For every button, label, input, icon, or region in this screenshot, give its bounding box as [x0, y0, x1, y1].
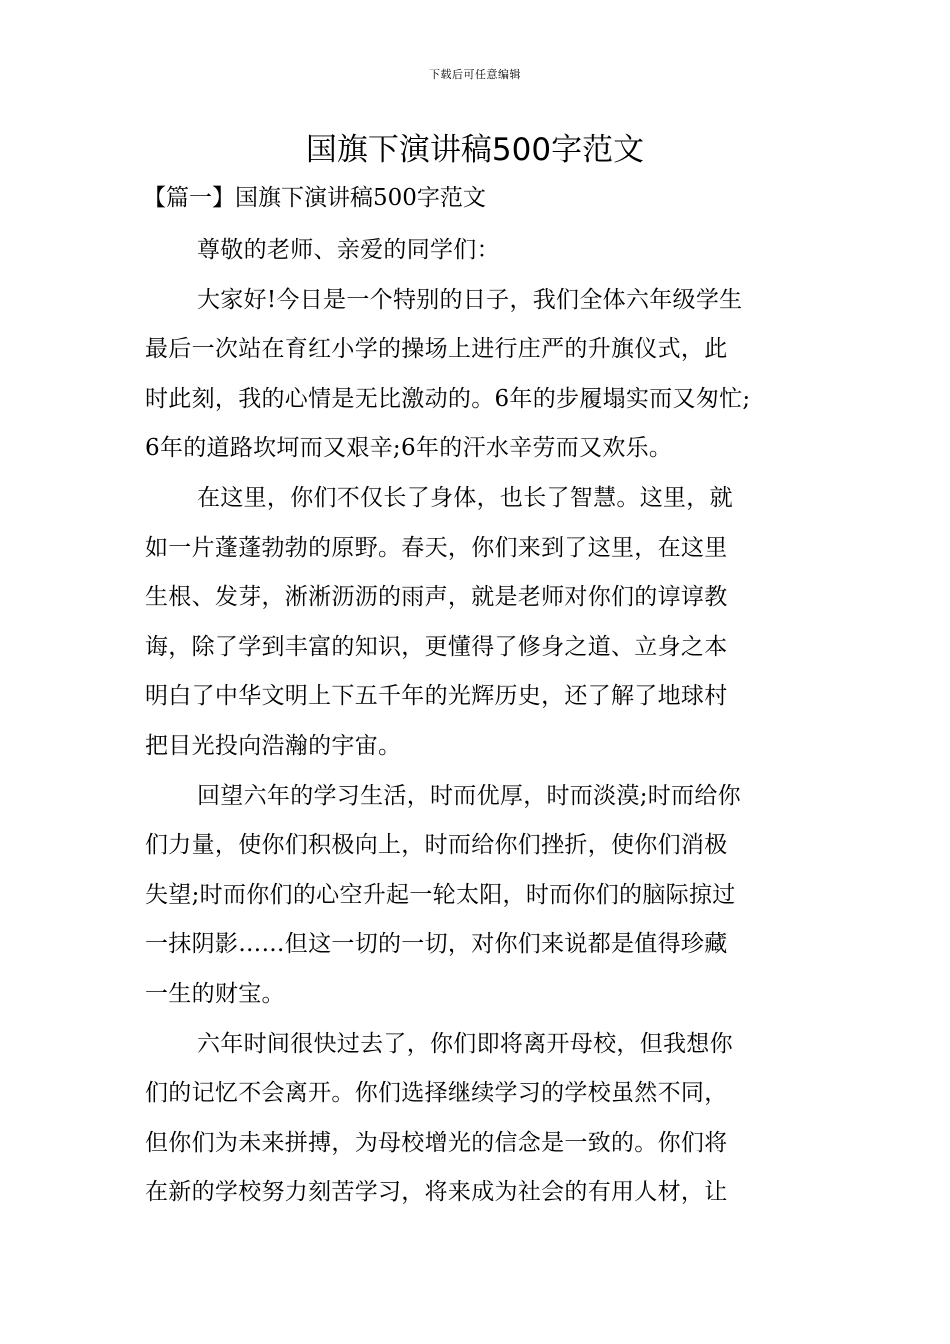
text-line: 时此刻，我的心情是无比激动的。6年的步履塌实而又匆忙;	[145, 385, 751, 412]
text-line: 但你们为未来拼搏，为母校增光的信念是一致的。你们将	[145, 1129, 728, 1156]
header-note: 下载后可任意编辑	[429, 68, 521, 81]
text-line: 在新的学校努力刻苦学习，将来成为社会的有用人材，让	[145, 1179, 728, 1206]
paragraph	[145, 474, 815, 772]
text-line: 在这里，你们不仅长了身体，也长了智慧。这里，就	[197, 484, 733, 511]
text-line: 如一片蓬蓬勃勃的原野。春天，你们来到了这里，在这里	[145, 534, 728, 561]
text-line: 一生的财宝。	[145, 980, 285, 1007]
body-text	[145, 226, 815, 1218]
text-line: 们的记忆不会离开。你们选择继续学习的学校虽然不同，	[145, 1080, 728, 1107]
section-heading: 【篇一】国旗下演讲稿500字范文	[143, 185, 486, 211]
paragraph	[145, 772, 815, 1020]
text-line: 生根、发芽，淅淅沥沥的雨声，就是老师对你们的谆谆教	[145, 584, 728, 611]
text-line: 明白了中华文明上下五千年的光辉历史，还了解了地球村	[145, 683, 728, 710]
text-line: 尊敬的老师、亲爱的同学们：	[197, 237, 500, 263]
text-line: 们力量，使你们积极向上，时而给你们挫折，使你们消极	[145, 832, 728, 859]
text-line: 把目光投向浩瀚的宇宙。	[145, 732, 402, 759]
paragraph-salutation	[145, 226, 815, 276]
text-line: 失望;时而你们的心空升起一轮太阳，时而你们的脑际掠过	[145, 881, 736, 908]
page-title: 国旗下演讲稿500字范文	[305, 132, 645, 168]
text-line: 一抹阴影……但这一切的一切，对你们来说都是值得珍藏	[145, 931, 728, 958]
text-line: 最后一次站在育红小学的操场上进行庄严的升旗仪式，此	[145, 336, 728, 363]
text-line: 六年时间很快过去了，你们即将离开母校，但我想你	[197, 1030, 733, 1057]
text-line: 诲，除了学到丰富的知识，更懂得了修身之道、立身之本	[145, 633, 728, 660]
text-line: 回望六年的学习生活，时而优厚，时而淡漠;时而给你	[197, 782, 741, 809]
paragraph	[145, 1020, 815, 1218]
text-line: 6年的道路坎坷而又艰辛;6年的汗水辛劳而又欢乐。	[145, 435, 673, 462]
paragraph	[145, 276, 815, 474]
text-line: 大家好!今日是一个特别的日子，我们全体六年级学生	[197, 286, 743, 313]
